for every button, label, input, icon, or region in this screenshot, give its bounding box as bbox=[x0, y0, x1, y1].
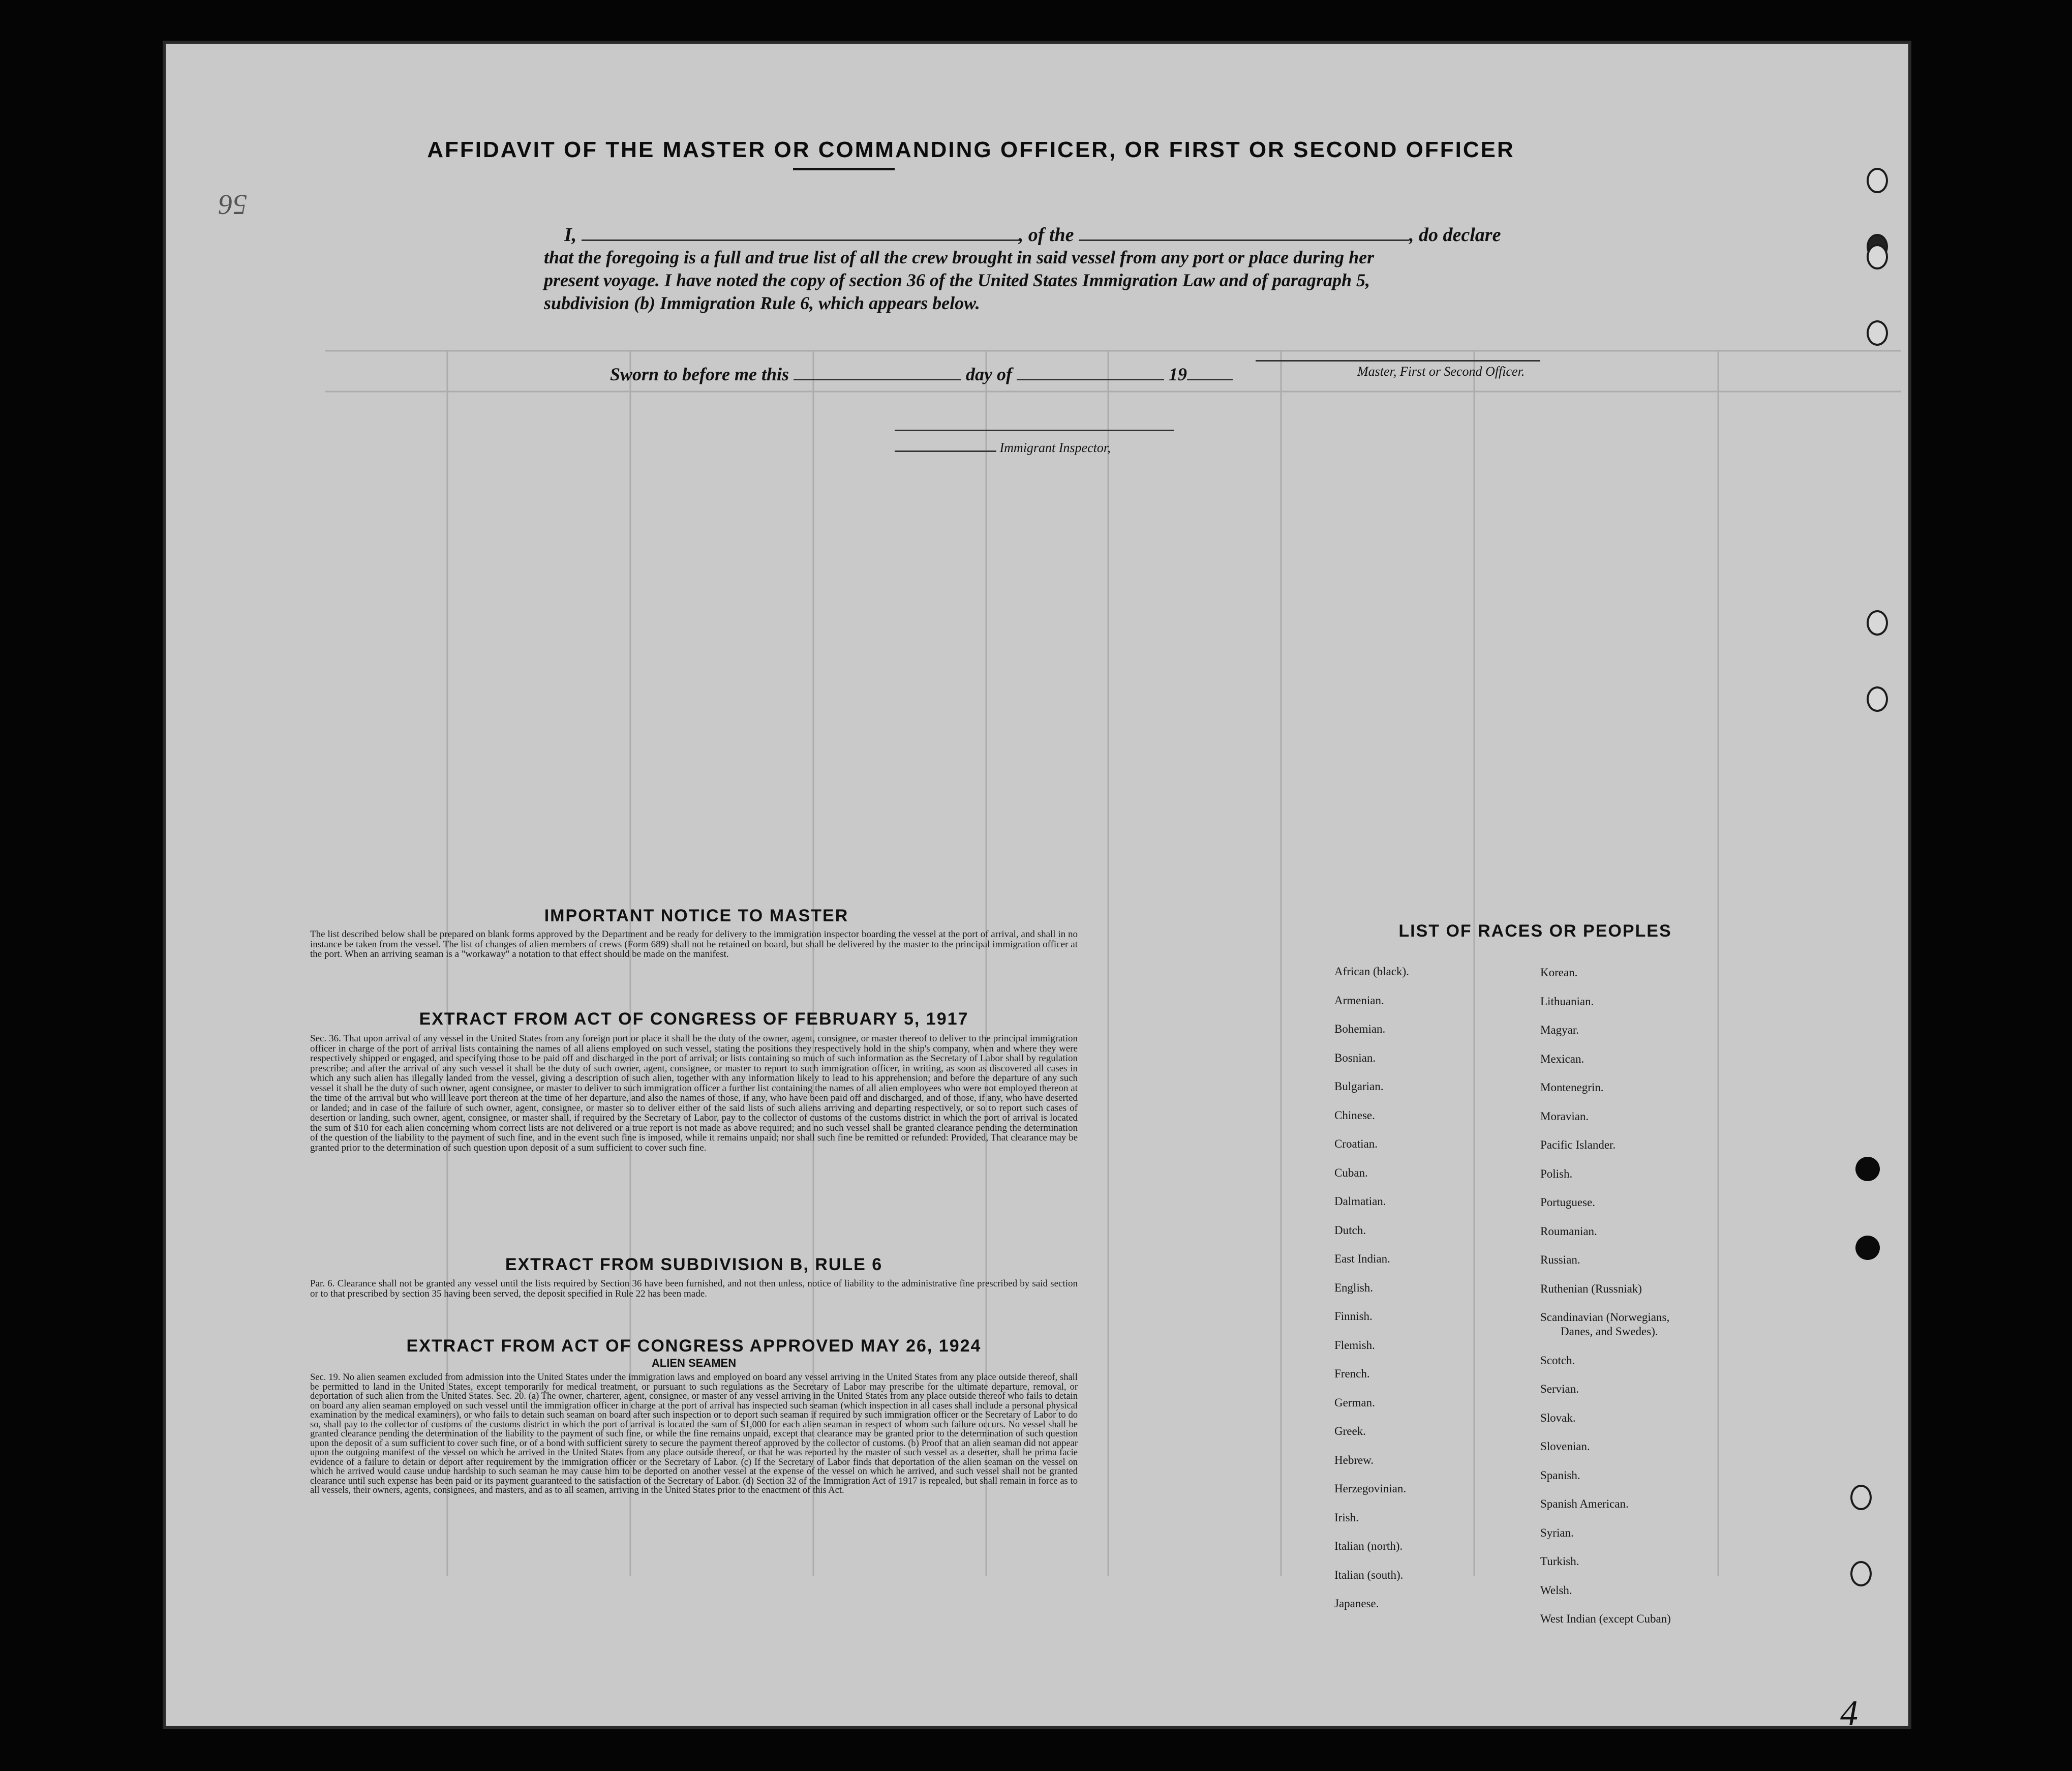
race-item: Irish. bbox=[1334, 1511, 1359, 1524]
affidavit-declare: , do declare bbox=[1409, 224, 1501, 246]
race-item: Montenegrin. bbox=[1540, 1081, 1604, 1094]
race-item: Italian (south). bbox=[1334, 1568, 1404, 1581]
race-item: East Indian. bbox=[1334, 1252, 1390, 1265]
binder-hole bbox=[1850, 1485, 1872, 1510]
affidavit-title: AFFIDAVIT OF THE MASTER OR COMMANDING OFFICER, OR FIRST OR SECOND OFFICER bbox=[427, 137, 1515, 162]
affidavit-of-the: , of the bbox=[1018, 224, 1074, 246]
affidavit-i: I, bbox=[564, 224, 577, 246]
race-item: Servian. bbox=[1540, 1383, 1579, 1395]
sworn-day-blank[interactable] bbox=[794, 379, 961, 380]
race-item: Dutch. bbox=[1334, 1223, 1366, 1237]
race-item: Welsh. bbox=[1540, 1583, 1572, 1597]
race-item: French. bbox=[1334, 1367, 1370, 1380]
race-item: Bosnian. bbox=[1334, 1051, 1376, 1064]
race-item: Russian. bbox=[1540, 1253, 1580, 1266]
race-item: Spanish American. bbox=[1540, 1497, 1629, 1510]
race-item: Bulgarian. bbox=[1334, 1080, 1384, 1093]
race-item: Armenian. bbox=[1334, 994, 1384, 1007]
inspector-blank[interactable] bbox=[895, 451, 996, 452]
race-item: Mexican. bbox=[1540, 1052, 1585, 1065]
binder-hole bbox=[1867, 168, 1888, 193]
race-item: Portuguese. bbox=[1540, 1196, 1595, 1209]
race-item: Moravian. bbox=[1540, 1109, 1589, 1123]
race-item: Magyar. bbox=[1540, 1024, 1579, 1036]
race-item: Finnish. bbox=[1334, 1310, 1373, 1323]
binder-hole bbox=[1867, 686, 1888, 712]
master-signature-label: Master, First or Second Officer. bbox=[1357, 364, 1525, 379]
race-item: Scotch. bbox=[1540, 1354, 1575, 1367]
punch-mark bbox=[1855, 1157, 1880, 1181]
sworn-month-blank[interactable] bbox=[1017, 379, 1164, 380]
handwritten-corner-mark: 4 bbox=[1840, 1694, 1858, 1733]
race-item: Japanese. bbox=[1334, 1597, 1379, 1610]
race-item: Chinese. bbox=[1334, 1108, 1375, 1122]
binder-hole bbox=[1850, 1561, 1872, 1586]
extract-1917-body: Sec. 36. That upon arrival of any vessel in the United States from any foreign port or place it shall be the duty of the owner, agent, consignee, or master thereof to deliver to the principal immigration officer in charge of the port of arrival lists containing the names of all aliens employed on such vessel, stating the positions they respectively hold in the ship's company, when and where they were respectively shipped or engaged, and specifying those to be paid off and discharged in the port of arrival; or lists containing so much of such information as the Secretary of Labor shall by regulation prescribe; and after the arrival of any such vessel it shall be the duty of such owner, agent, consignee, or master to report to such immigration officer, in writing, as soon as discovered all cases in which any such alien has illegally landed from the vessel, giving a description of such alien, together with any information likely to lead to his apprehension; and before the departure of any such vessel it shall be the duty of such owner, agent consignee, or master to deliver to such immigration officer a further list containing the names of all alien employees who were not employed thereon at the time of the arrival but who will leave port thereon at the time of her departure, and also the names of those, if any, who have been paid off and discharged, and of those, if any, who have deserted or landed; and in case of the failure of such owner, agent, consignee, or master so to deliver either of the said lists of such aliens arriving and departing respectively, or so to report such cases of desertion or landing, such owner, agent, consignee, or master shall, if required by the Secretary of Labor, pay to the collector of customs of the customs district in which the port of arrival is located the sum of $10 for each alien concerning whom correct lists are not delivered or a true report is not made as above required; and no such vessel shall be granted clearance pending the determination of the question of the liability to the payment of such fine, and in the event such fine is imposed, while it remains unpaid; nor shall such fine be remitted or refunded: Provided, That clearance may be granted prior to the determination of such question upon deposit of a sum sufficient to cover such fine. bbox=[310, 1033, 1078, 1153]
race-item: African (black). bbox=[1334, 965, 1409, 978]
name-blank[interactable] bbox=[582, 239, 1019, 241]
vessel-blank[interactable] bbox=[1079, 239, 1409, 241]
race-item: Bohemian. bbox=[1334, 1023, 1386, 1035]
page-number-mark: 56 bbox=[219, 189, 247, 220]
race-item: Cuban. bbox=[1334, 1166, 1368, 1179]
races-title: LIST OF RACES OR PEOPLES bbox=[1398, 921, 1672, 941]
race-item: Polish. bbox=[1540, 1167, 1573, 1180]
race-item: Slovenian. bbox=[1540, 1440, 1590, 1453]
notice-title: IMPORTANT NOTICE TO MASTER bbox=[544, 906, 849, 925]
race-item: Greek. bbox=[1334, 1425, 1366, 1437]
race-item: Croatian. bbox=[1334, 1137, 1378, 1150]
race-item: Lithuanian. bbox=[1540, 995, 1594, 1008]
sworn-year-blank[interactable] bbox=[1187, 379, 1233, 380]
extract-1917-title: EXTRACT FROM ACT OF CONGRESS OF FEBRUARY 5, 1917 bbox=[419, 1009, 969, 1029]
race-item: Roumanian. bbox=[1540, 1224, 1597, 1238]
race-item: Pacific Islander. bbox=[1540, 1138, 1616, 1151]
races-right-column bbox=[1540, 966, 1754, 1641]
affidavit-line-1 bbox=[564, 224, 1501, 246]
race-item: Dalmatian. bbox=[1334, 1195, 1386, 1208]
race-item: Italian (north). bbox=[1334, 1540, 1403, 1552]
affidavit-line-2: that the foregoing is a full and true list of all the crew brought in said vessel from any port or place during her bbox=[544, 247, 1375, 267]
sworn-line bbox=[610, 364, 1233, 385]
year-prefix: 19 bbox=[1169, 364, 1187, 384]
affidavit-line-4: subdivision (b) Immigration Rule 6, which appears below. bbox=[544, 293, 980, 313]
title-underline bbox=[793, 168, 895, 170]
extract-1924-body: Sec. 19. No alien seamen excluded from admission into the United States under the immigration laws and employed on board any vessel arriving in the United States from any place outside thereof, shall be permitted to land in the United States, except temporarily for medical treatment, or pursuant to such regulations as the Secretary of Labor may prescribe for the ultimate departure, removal, or deportation of such alien from the United States. Sec. 20. (a) The owner, charterer, agent, consignee, or master of any vessel arriving in the United States from any place outside thereof who fails to detain on board any alien seaman employed on such vessel until the immigration officer in charge at the port of arrival has inspected such seaman (which inspection in all cases shall include a personal physical examination by the medical examiners), or who fails to detain such seaman on board after such inspection or to deport such seaman if required by such immigration officer or the Secretary of Labor to do so, shall pay to the collector of customs of the customs district in which the port of arrival is located the sum of $1,000 for each alien seaman in respect of whom such failure occurs. No vessel shall be granted clearance pending the determination of the liability to the payment of such fine, or while the fine remains unpaid, except that clearance may be granted prior to the determination of such question upon the deposit of a sum sufficient to cover such fine, or of a bond with sufficient surety to secure the payment thereof approved by the collector of customs. (b) Proof that an alien seaman did not appear upon the outgoing manifest of the vessel on which he arrived in the United States from any place outside thereof, or that he was reported by the master of such vessel as a deserter, shall be prima facie evidence of a failure to detain or deport after requirement by the immigration officer or the Secretary of Labor. (c) If the Secretary of Labor finds that deportation of the alien seaman on the vessel on which he arrived would cause undue hardship to such seaman he may cause him to be deported on another vessel at the expense of the vessel on which he arrived, and such vessel shall not be granted clearance until such expense has been paid or its payment guaranteed to the satisfaction of the Secretary of Labor. (d) Section 32 of the Immigration Act of 1917 is repealed, but shall remain in force as to all vessels, their owners, agents, consignees, and masters, and as to all seamen, arriving in the United States prior to the enactment of this Act. bbox=[310, 1372, 1078, 1495]
sworn-text: Sworn to before me this bbox=[610, 364, 789, 384]
affidavit-line-3: present voyage. I have noted the copy of section 36 of the United States Immigration Law and of paragraph 5, bbox=[544, 270, 1370, 290]
binder-hole bbox=[1867, 320, 1888, 346]
day-of-text: day of bbox=[966, 364, 1013, 384]
extract-1924-title: EXTRACT FROM ACT OF CONGRESS APPROVED MAY 26, 1924 bbox=[406, 1336, 982, 1356]
race-item: Slovak. bbox=[1540, 1411, 1576, 1424]
inspector-signature-line[interactable] bbox=[895, 430, 1174, 431]
inspector-label bbox=[895, 440, 1111, 456]
race-item: German. bbox=[1334, 1396, 1375, 1409]
race-item: Spanish. bbox=[1540, 1468, 1580, 1482]
rule6-body: Par. 6. Clearance shall not be granted any vessel until the lists required by Section 36 have been furnished, and not then unless, notice of liability to the administrative fine prescribed by said section or to that prescribed by section 35 having been served, the deposit specified in Rule 22 has been made. bbox=[310, 1278, 1078, 1299]
binder-hole bbox=[1867, 610, 1888, 636]
race-item: Danes, and Swedes). bbox=[1561, 1325, 1658, 1338]
extract-1924-subtitle: ALIEN SEAMEN bbox=[651, 1357, 737, 1369]
race-item: Turkish. bbox=[1540, 1555, 1579, 1568]
inspector-label-text: Immigrant Inspector, bbox=[999, 440, 1111, 455]
binder-hole bbox=[1867, 244, 1888, 269]
master-signature-line[interactable] bbox=[1256, 360, 1540, 362]
races-left-column bbox=[1334, 965, 1517, 1626]
punch-mark bbox=[1855, 1236, 1880, 1260]
race-item: Herzegovinian. bbox=[1334, 1482, 1407, 1495]
race-item: Korean. bbox=[1540, 966, 1578, 979]
race-item: Syrian. bbox=[1540, 1526, 1574, 1539]
race-item: Scandinavian (Norwegians, bbox=[1540, 1311, 1670, 1324]
race-item: West Indian (except Cuban) bbox=[1540, 1612, 1671, 1625]
rule6-title: EXTRACT FROM SUBDIVISION B, RULE 6 bbox=[505, 1255, 883, 1274]
race-item: Hebrew. bbox=[1334, 1453, 1374, 1466]
race-item: Flemish. bbox=[1334, 1338, 1375, 1352]
race-item: Ruthenian (Russniak) bbox=[1540, 1282, 1642, 1295]
notice-body: The list described below shall be prepared on blank forms approved by the Department and be ready for delivery to the immigration inspector boarding the vessel at the port of arrival, and shall in no instance be taken from the vessel. The list of changes of alien members of crews (Form 689) shall not be retained on board, but shall be delivered by the master to the principal immigration officer at the port. When an arriving seaman is a "workaway" a notation to that effect should be made on the manifest. bbox=[310, 929, 1078, 959]
race-item: English. bbox=[1334, 1281, 1374, 1294]
